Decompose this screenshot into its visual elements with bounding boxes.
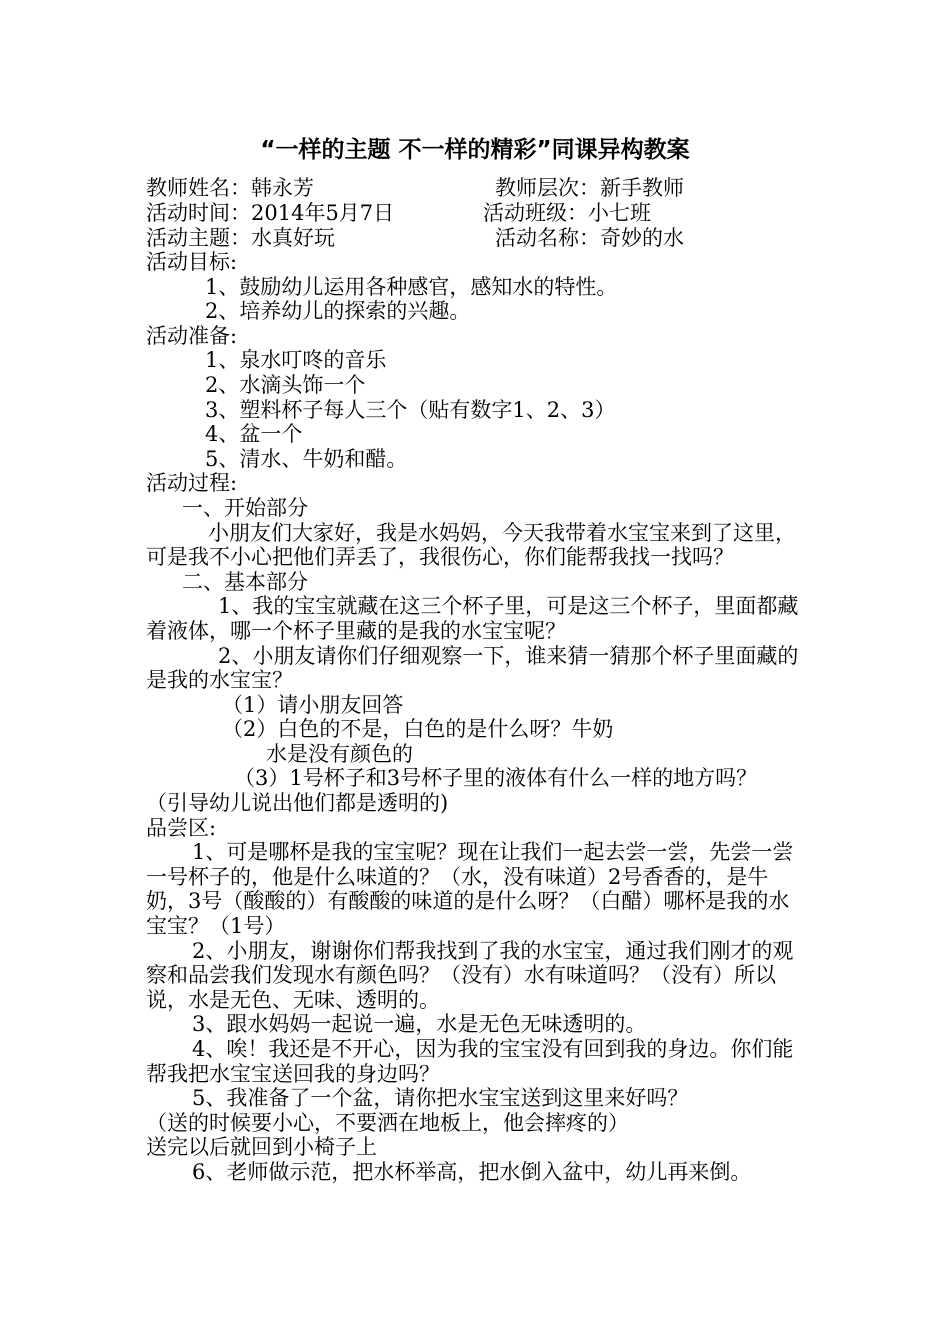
activity-time: 活动时间：2014年5月7日 [146,201,395,225]
taste-heading: 品尝区: [146,815,217,840]
prep-item: 2、水滴头饰一个 [205,372,366,397]
meta-row-time [146,201,826,226]
activity-class: 活动班级：小七班 [483,201,651,225]
taste-paragraph: 4、唉！我还是不开心，因为我的宝宝没有回到我的身边。你们能帮我把水宝宝送回我的身边吗？ [146,1037,794,1086]
part2-sub-item: （2）白色的不是，白色的是什么呀？牛奶 [222,717,614,742]
goal-item: 1、鼓励幼儿运用各种感官，感知水的特性。 [205,274,618,299]
prep-item: 4、盆一个 [205,422,303,447]
part2-paragraph: 2、小朋友请你们仔细观察一下，谁来猜一猜那个杯子里面藏的是我的水宝宝？ [146,643,799,693]
taste-paragraph: 2、小朋友，谢谢你们帮我找到了我的水宝宝，通过我们刚才的观察和品尝我们发现水有颜色吗？（没有）水有味道吗？（没有）所以说，水是无色、无味、透明的。 [146,938,794,1012]
part2-sub-note: 水是没有颜色的 [266,741,413,766]
part1-heading: 一、开始部分 [182,495,308,520]
teacher-level: 教师层次：新手教师 [495,176,684,200]
part2-sub-note: （引导幼儿说出他们都是透明的) [146,791,449,816]
prep-item: 1、泉水叮咚的音乐 [205,348,387,373]
meta-row-theme [146,226,826,251]
teacher-name: 教师姓名：韩永芳 [146,176,314,200]
prep-item: 5、清水、牛奶和醋。 [205,446,408,471]
document-body [146,250,810,1185]
activity-theme: 活动主题：水真好玩 [146,226,335,250]
taste-paragraph: 6、老师做示范，把水杯举高，把水倒入盆中，幼儿再来倒。 [192,1159,752,1184]
part2-paragraph: 1、我的宝宝就藏在这三个杯子里，可是这三个杯子，里面都藏着液体，哪一个杯子里藏的是我的水宝宝呢？ [146,594,799,643]
process-heading: 活动过程: [146,471,238,496]
prep-item: 3、塑料杯子每人三个（贴有数字1、2、3） [205,397,616,422]
document-title: “一样的主题 不一样的精彩”同课异构教案 [260,137,690,163]
goals-heading: 活动目标: [146,250,238,274]
part2-sub-item: （3）1号杯子和3号杯子里的液体有什么一样的地方吗？ [234,766,758,791]
part1-text: 小朋友们大家好，我是水妈妈，今天我带着水宝宝来到了这里，可是我不小心把他们弄丢了，我很伤心，你们能帮我找一找吗？ [146,520,796,570]
taste-paragraph: 3、跟水妈妈一起说一遍，水是无色无味透明的。 [192,1012,647,1037]
goal-item: 2、培养幼儿的探索的兴趣。 [205,299,471,324]
activity-name: 活动名称：奇妙的水 [495,226,684,250]
taste-note: 送完以后就回到小椅子上 [146,1135,377,1160]
taste-note: （送的时候要小心，不要洒在地板上，他会摔疼的） [146,1110,629,1135]
meta-row-teacher [146,176,826,201]
part2-heading: 二、基本部分 [182,569,308,594]
taste-paragraph: 5、我准备了一个盆，请你把水宝宝送到这里来好吗？ [192,1086,689,1111]
prep-heading: 活动准备: [146,323,238,348]
taste-paragraph: 1、可是哪杯是我的宝宝呢？现在让我们一起去尝一尝，先尝一尝一号杯子的，他是什么味道的？（水，没有味道）2号香香的，是牛奶，3号（酸酸的）有酸酸的味道的是什么呀？（白醋）哪杯是我的水宝宝？（1号） [146,840,794,939]
part2-sub-item: （1）请小朋友回答 [222,692,404,717]
